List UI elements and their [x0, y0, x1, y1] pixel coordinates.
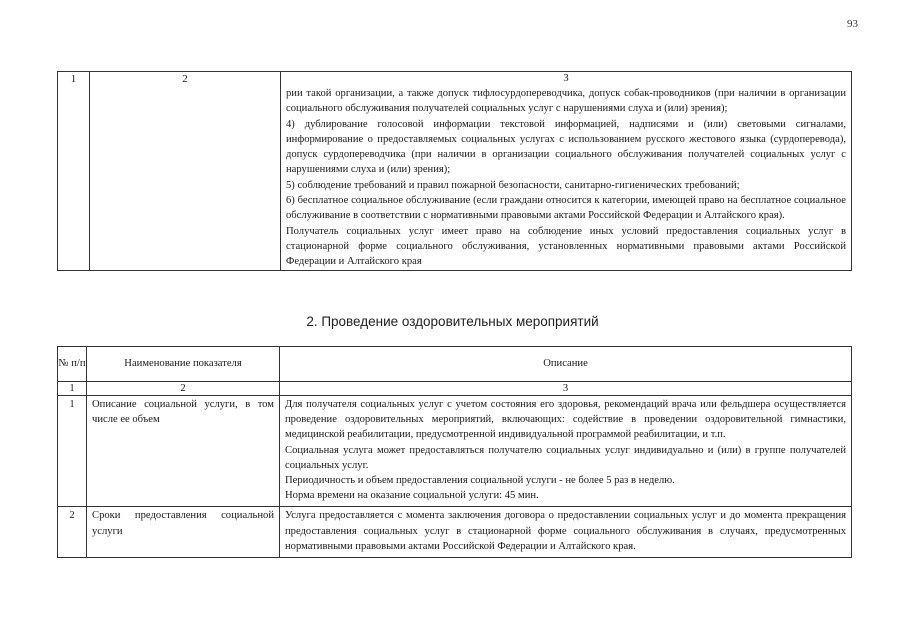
column-number: 1: [58, 382, 87, 396]
column-number: 3: [563, 73, 569, 84]
paragraph: Получатель социальных услуг имеет право на соблюдение иных условий предоставления социальных услуг в стационарной форме социального обслуживания, установленных нормативными правовыми актами Российской Федерации и Алтайского края: [286, 225, 846, 268]
section-title: 2. Проведение оздоровительных мероприятий: [306, 314, 599, 329]
paragraph: Социальная услуга может предоставляться получателю социальных услуг индивидуально и (или) в группе получателей социальных услуг.: [285, 444, 846, 471]
table-row: [58, 396, 852, 507]
indicators-table: [57, 346, 852, 558]
column-number: 2: [87, 382, 280, 396]
paragraph: Норма времени на оказание социальной услуги: 45 мин.: [285, 490, 539, 502]
paragraph: Для получателя социальных услуг с учетом состояния его здоровья, рекомендаций врача или фельдшера осуществляется проведение оздоровительных мероприятий, включающих: содействие в проведении оздоровительной гимнастики, медицинской реабилитации, предусмотренной индивидуальной программой реабилитации, и т.п.: [285, 399, 846, 441]
paragraph: Услуга предоставляется с момента заключения договора о предоставлении социальных услуг и до момента прекращения предоставления социальных услуг в стационарной форме социального обслуживания в случаях, предусмотренных нормативными правовыми актами Российской Федерации и Алтайского края.: [285, 510, 846, 552]
paragraph: рии такой организации, а также допуск тифлосурдопереводчика, допуск собак-проводников (при наличии в организации социального обслуживания получателей социальных услуг с нарушениями слуха и (или) зрения);: [286, 88, 846, 115]
table-header-row: [58, 347, 852, 382]
header-description: Описание: [280, 347, 852, 382]
indicator-name-cell: Описание социальной услуги, в том числе ее объем: [87, 396, 280, 507]
row-number-cell: 2: [58, 507, 87, 558]
table-row: [58, 507, 852, 558]
row-number-cell: 1: [58, 72, 90, 271]
table-row: [58, 72, 852, 271]
description-cell: [281, 72, 852, 271]
header-name: Наименование показателя: [87, 347, 280, 382]
row-number-cell: 1: [58, 396, 87, 507]
description-cell: [280, 507, 852, 558]
description-cell: [280, 396, 852, 507]
page-number: 93: [847, 18, 858, 30]
paragraph: Периодичность и объем предоставления социальной услуги - не более 5 раз в неделю.: [285, 475, 675, 487]
indicator-name-cell: Сроки предоставления социальной услуги: [87, 507, 280, 558]
paragraph: 4) дублирование голосовой информации текстовой информацией, надписями и (или) световыми сигналами, информирование о предоставляемых социальных услугах с использованием русского жестового языка (сурдоперевода), допуск сурдопереводчика (при наличии в организации социального обслуживания получателей социальных услуг с нарушениями слуха и (или) зрения);: [286, 118, 846, 176]
column-number-cell: 2: [90, 72, 281, 271]
column-numbers-row: [58, 382, 852, 396]
paragraph: 5) соблюдение требований и правил пожарной безопасности, санитарно-гигиенических требований;: [286, 179, 740, 191]
continuation-table: [57, 71, 852, 271]
paragraph: 6) бесплатное социальное обслуживание (если граждани относится к категории, имеющей право на бесплатное социальное обслуживание в соответствии с нормативными правовыми актами Российской Федерации и Алтайского края).: [286, 195, 846, 222]
column-number: 3: [280, 382, 852, 396]
header-num: № п/п: [58, 347, 87, 382]
